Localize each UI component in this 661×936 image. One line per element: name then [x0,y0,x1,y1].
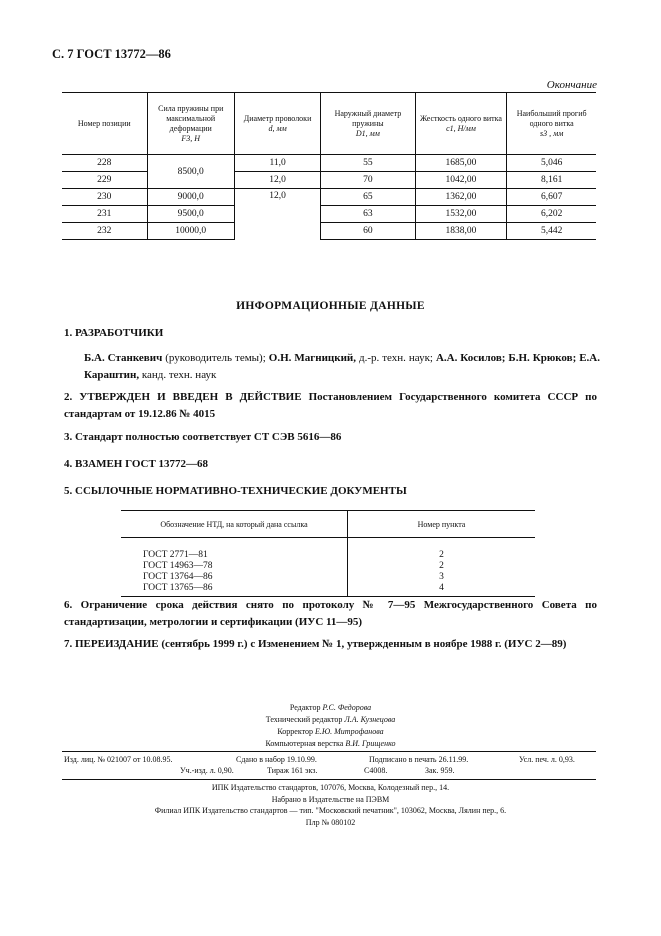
section-3: 3. Стандарт полностью соответствует СТ СЭВ 5616—86 [64,431,342,443]
divider [62,751,596,752]
license-number: Изд. лиц. № 021007 от 10.08.95. [64,755,173,764]
col-outer-diameter: Наружный диаметр пружины D1, мм [321,93,415,155]
table-row: 229 12,0 70 1042,00 8,161 [62,172,596,189]
col-stiffness: Жесткость одного витка c1, Н/мм [415,93,507,155]
col-position: Номер позиции [62,93,147,155]
table-row: 228 8500,0 11,0 55 1685,00 5,046 [62,155,596,172]
table-row: ГОСТ 13765—86 4 [121,583,535,597]
divider [62,779,596,780]
table-row: 231 9500,0 63 1532,00 6,202 [62,206,596,223]
publisher-address: ИПК Издательство стандартов, 107076, Москва, Колодезный пер., 14. [211,783,450,792]
col-item-number: Номер пункта [348,511,536,538]
edition-sheets: Уч.-изд. л. 0,90. [180,766,234,775]
layout-line: Компьютерная верстка В.И. Грищенко [265,739,396,748]
table-row: 232 10000,0 60 1838,00 5,442 [62,223,596,240]
table-row: ГОСТ 2771—81 2 [121,538,535,562]
imprint-credits [0,702,661,750]
section-1-heading: 1. РАЗРАБОТЧИКИ [64,327,164,339]
corrector-line: Корректор Е.Ю. Митрофанова [277,727,384,736]
order-code: С4008. [364,766,388,775]
reference-documents-table [121,510,535,597]
section-5-heading: 5. ССЫЛОЧНЫЕ НОРМАТИВНО-ТЕХНИЧЕСКИЕ ДОКУМЕНТЫ [64,485,407,497]
section-2: 2. УТВЕРЖДЕН И ВВЕДЕН В ДЕЙСТВИЕ Постановлением Государственного комитета СССР по стандартам от 19.12.86 № 4015 [64,391,597,420]
print-run: Тираж 161 экз. [267,766,318,775]
col-force: Сила пружины при максимальной деформации F3, Н [147,93,234,155]
typeset-date: Сдано в набор 19.10.99. [236,755,317,764]
table-row: ГОСТ 14963—78 2 [121,561,535,572]
col-document: Обозначение НТД, на который дана ссылка [121,511,348,538]
publisher-block [0,782,661,828]
section-7: 7. ПЕРЕИЗДАНИЕ (сентябрь 1999 г.) с Изменением № 1, утвержденным в ноябре 1988 г. (ИУС 2—89) [64,638,567,650]
section-4: 4. ВЗАМЕН ГОСТ 13772—68 [64,458,209,470]
order-number: Зак. 959. [425,766,455,775]
editor-line: Редактор Р.С. Федорова [289,703,372,712]
printing-house: Филиал ИПК Издательство стандартов — тип. "Московский печатник", 103062, Москва, Лялин пер., 6. [154,806,507,815]
section-title: ИНФОРМАЦИОННЫЕ ДАННЫЕ [236,300,425,312]
print-date: Подписано в печать 26.11.99. [369,755,469,764]
tech-editor-line: Технический редактор Л.А. Кузнецова [265,715,396,724]
spring-parameters-table [62,92,596,240]
developers-paragraph: Б.А. Станкевич (руководитель темы); О.Н. Магницкий, д.-р. техн. наук; А.А. Косилов; Б.Н. Крюков; Е.А. Караштин, канд. техн. наук [84,352,601,381]
col-deflection: Наибольший прогиб одного витка s3 , мм [507,93,596,155]
table-continuation-label: Окончание [546,79,597,91]
page-header: С. 7 ГОСТ 13772—86 [52,47,171,61]
section-6: 6. Ограничение срока действия снято по протоколу № 7—95 Межгосударственного Совета по стандартизации, метрологии и сертификации (ИУС 11—95) [64,599,597,628]
col-wire-diameter: Диаметр проволоки d, мм [234,93,320,155]
table-row: ГОСТ 13764—86 3 [121,572,535,583]
print-sheets: Усл. печ. л. 0,93. [519,755,575,764]
print-license: Плр № 080102 [305,817,356,827]
typeset-info: Набрано в Издательстве на ПЭВМ [271,794,390,804]
table-row: 230 9000,0 12,0 65 1362,00 6,607 [62,189,596,206]
